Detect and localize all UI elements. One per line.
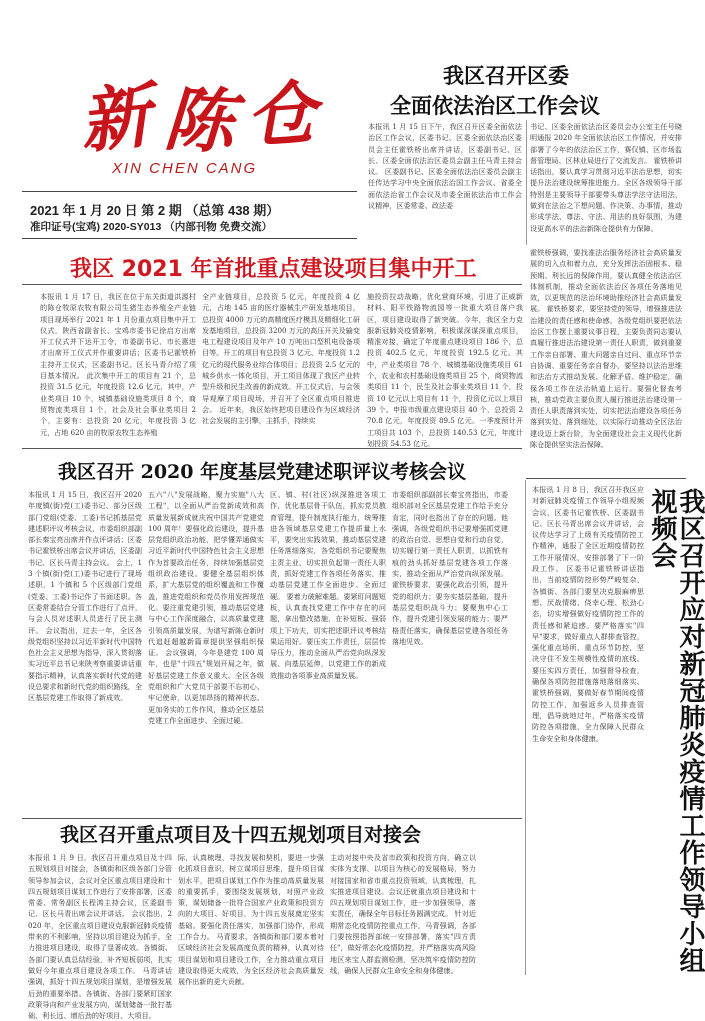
- law-article-col2: 书记、区委全面依法治区委员会办公室主任号晓明通报 2020 年全面依法治区工作情况，并安排部署了今年的依法治区工作，赛仅镇、区市场监督管理局、区林业局进行了交流发言。 霍铁桥讲话指出，要认真学习贯彻习近平法治思想，切实提升法治建设统筹推进能力。全区各级领导干部特别是主要领导干部要带头尊法学法守法用法，做到在法治之下想问题、作决策、办事情，推动形成学法、尊法、守法、用法的良好氛围，为建设更高水平的法治新陈仓提供有力保障。: [530, 122, 682, 233]
- review-headline: 我区召开重点项目及十四五规划项目对接会: [60, 824, 422, 846]
- law-article-col1: 本报讯 1 月 15 日下午，我区召开区委全面依法治区工作会议，区委书记、区委全面依法治区委员会主任霍铁桥出席并讲话，区委副书记、区长、区委全面依法治区委员会副主任马青主持会议。 区委副书记、区委全面依法治区委员会副主任传达学习中央全面依法治国工作会议、省委全面依法治省工作会议及市委全面依法治市工作会议精神，区委常委、政法委: [368, 122, 522, 211]
- section-rule-2: [22, 818, 522, 819]
- law-headline-2: 全面依法治区工作会议: [390, 94, 600, 118]
- license-line: 准印证号(宝鸡) 2020-SY013 （内部刊物 免费交流）: [30, 221, 273, 233]
- section-rule-1: [22, 448, 522, 449]
- review-article-col1: 本报讯 1 月 9 日，我区召开重点项目及十四五规划项目对接会，各镇街和区级各部门分管领导参加会议，会议对全区重点项目建设和十四五规划项目谋划工作进行了安排部署，区委常委、常务副区长程鸿主持会议，区委副书记、区长马青出席会议并讲话。 会议指出，2020 年，全区重点项目建设克服新冠肺炎疫情带来的不利影响，坚持以项目建设为抓手，全力推进项目建设，取得了显著成效。各镇街、各部门要认真总结经验，补齐短板弱项，扎实做好今年重点项目建设各项工作。 马青讲话强调，抓好十四五规划项目谋划，是增强发展后劲的重要举措。各镇街、各部门要紧盯国家政策导向和产业发展方向，谋划储备一批打基础、利长远、增后劲的好项目、大项目。: [28, 853, 172, 1021]
- masthead-title: [75, 70, 330, 164]
- projects-article-col3: 施投资拉动战略，优化营商环境，引进了正威新材料、阳平铁路物流园等一批重大项目落户我区，项目建设取得了新突破。今年，我区全力克服新冠肺炎疫情影响，积极谋深谋深重点项目，精准对接，确定了年度重点建设项目 186 个，总投资 402.5 亿元，年度投资 192.5 亿元。其中，产业类项目 78 个，城镇基础设施类项目 61 个，农业和农村基础设施类项目 25 个，商贸物流类项目 11 个，民生及社会事业类项目 11 个，投资 10 亿元以上项目有 11 个，投资亿元以上项目 39 个。申报市级重点建设项目 40 个，总投资 270.8 亿元，年度投资 89.5 亿元。一季度预计开工项目共 103 个，总投资 140.53 亿元，年度计划投资 54.53 亿元。: [367, 292, 523, 448]
- law-col-divider: [526, 120, 527, 245]
- law-headline-1: 我区召开区委: [443, 64, 569, 88]
- projects-headline: 我区 2021 年首批重点建设项目集中开工: [70, 257, 477, 282]
- masthead-bottom-rule: [22, 238, 357, 239]
- review-article-col2: 际，认真梳理，寻找发展和契机，要进一步强化抓项目意识，树立谋项目思维，提升项目谋划水平，把项目谋划工作作为推动高质量发展的重要抓手，要围绕发展规划，对照产业政策，谋划储备一批符合国家产业政策和投资方向的大项目、好项目，为十四五发展奠定坚实基础。要强化责任落实，加强部门协作，形成工作合力。 马青要求，各镇街和部门要本着对区域经济社会发展高度负责的精神，认真对待项目谋划和项目建设工作，全力推动重点项目建设取得更大成效，为全区经济社会高质量发展作出新的更大贡献。: [178, 853, 324, 987]
- covid-top-rule: [526, 478, 686, 479]
- covid-article: 本报讯 1 月 8 日，我区召开我区应对新冠肺炎疫情工作领导小组视频会议，区委书记霍铁桥、区委副书记、区长马青出席会议并讲话，会议传达学习了上级有关疫情防控工作精神，通报了全区近期疫情防控工作开展情况，安排部署了下一阶段工作。 区委书记霍铁桥讲话指出，当前疫情防控形势严峻复杂，各镇街、各部门要坚决克服麻痹思想、厌战情绪、侥幸心理、松劲心态，切实增强做好疫情防控工作的责任感和紧迫感。要严格落实"四早"要求，做好重点人群排查管控，强化重点场所、重点环节防控，坚决守住不发生规模性疫情的底线。要压实四方责任，加强督导检查，确保各项防控措施落地落细落实。 霍铁桥强调，要做好春节期间疫情防控工作，加强返乡人员排查管理，倡导就地过年，严格落实疫情防控各项措施，全力保障人民群众生命安全和身体健康。: [532, 485, 644, 743]
- law-article-col3: 霍铁桥强调，要找准法治服务经济社会高质量发展的切入点和着力点，充分发挥法治固根本、稳预期、利长远的保障作用，要认真健全依法治区体制机制，推动全面依法治区各项任务落地见效，以更规范的法治环境助推经济社会高质量发展。 霍铁桥要求，要坚持党的领导，增强推进法治建设的责任感和使命感。各级党组织要把依法治区工作摆上重要议事日程，主要负责同志要认真履行推进法治建设第一责任人职责，做到重要工作亲自部署、重大问题亲自过问、重点环节亲自协调、重要任务亲自督办，要坚持以法治思维和法治方式推动发展、化解矛盾、维护稳定，确保各项工作在法治轨道上运行。要强化督查考核，推动党政主要负责人履行推进法治建设第一责任人职责落到实处，切实把法治建设各项任务落到实处、落到细处，以实际行动推动全区法治建设迈上新台阶，为全面建设社会主义现代化新陈仓提供坚实法治保障。: [530, 248, 682, 450]
- masthead-char-2: 陈: [161, 77, 237, 164]
- party-article-col2: 五六"八"发展战略，聚力实施"八大工程"，以全面从严治党新成效和高质量发展新成就庆祝中国共产党建党 100 周年！要强化政治建设，提升基层党组织政治功能，把学懂弄通做实习近平新时代中国特色社会主义思想作为首要政治任务，持续加强基层党组织政治建设。要健全基层组织体系，扩大基层党的组织覆盖和工作覆盖，推进党组织和党员作用发挥规范化。要注重党建引领，推动基层党建与中心工作深度融合，以高质量党建引领高质量发展，为谱写新陈仓新时代追赶超越新篇章提供坚强组织保证。 会议强调，今年是建党 100 周年，也是"十四五"规划开局之年，做好基层党建工作意义重大。全区各级党组织和广大党员干部要不忘初心、牢记使命，以更加昂扬的精神状态、更加务实的工作作风，推动全区基层党建工作全面进步、全面过硬。: [148, 490, 264, 725]
- masthead-char-3: 仓: [243, 70, 319, 159]
- masthead-pinyin: XIN CHEN CANG: [112, 160, 258, 177]
- banner-rule: [22, 284, 522, 285]
- projects-article-col2: 全产业链项目，总投资 5 亿元，年度投资 4 亿元，占地 145 亩的医疗器械生产研发基地项目，总投资 4000 万元的高精度医疗模具及精细化工研发基地项目，总投资 3200 万元的高压开关及输变电工程建设项目及年产 10 万吨出口型机电设备项目等。开工的项目有总投资 3 亿元、年度投资 1.2 亿元的现代服务业综合体项目；总投资 2.5 亿元的城乡供水一体化项目，开工项目体现了我区产业转型升级和民生改善的新成效。开工仪式后，与会领导观摩了项目现场，并召开了全区重点项目推进会。 近年来，我区始终把项目建设作为区域经济社会发展的主引擎，主抓手，持续实: [202, 292, 360, 426]
- party-article-col4: 市委组织部副部长秦宝亮指出，市委组织部对全区基层党建工作给予充分肯定，同时也指出了存在的问题。他强调，各级党组织书记要增强抓党建的政治自觉、思想自觉和行动自觉，切实履行第一责任人职责，以抓铁有痕的劲头抓好基层党建各项工作落实，推动全面从严治党向纵深发展。 霍铁桥要求，要强化政治引领，提升党的组织力；要夯实基层基础，提升基层党组织战斗力；要聚焦中心工作，提升党建引领发展的能力；要严格责任落实，确保基层党建各项任务落地见效。: [392, 490, 508, 646]
- right-column-divider: [525, 480, 526, 975]
- party-headline: 我区召开 2020 年度基层党建述职评议考核会议: [58, 461, 467, 483]
- masthead-char-1: 新: [75, 73, 155, 164]
- masthead-divider: [22, 191, 357, 192]
- projects-article-col1: 本报讯 1 月 17 日，我区在位于东关街道洪源村的陈仓牧原农牧有限公司生猪生态养殖全产业链项目现场举行 2021 年 1 月份重点项目集中开工仪式，陕西省副省长、宝鸡市委书记徐启方出席开工仪式并下达开工令，市委副书记、市长惠进才出席开工仪式并作重要讲话；区委书记霍铁桥主持开工仪式，区委副书记、区长马青介绍了项目基本情况。 此次集中开工的项目有 21 个，总投资 31.5 亿元，年度投资 12.6 亿元，其中，产业类项目 10 个，城镇基础设施类项目 8 个，商贸物流类项目 1 个，社会及社会事业类项目 2 个，主要有：总投资 20 亿元，年度投资 3 亿元，占地 620 亩的牧原农牧生态养殖: [40, 292, 196, 437]
- issue-line: 2021 年 1 月 20 日 第 2 期 （总第 438 期）: [30, 203, 280, 218]
- review-article-col3: 主动对接中央及省市政策和投资方向，确立以实体为支撑、以项目为核心的发展格局，努力对接国家和省市重点投资领域，认真梳理，扎实推进项目建设。会议还就重点项目建设和十四五规划项目谋划工作，进一步加强领导，落实责任，确保全年目标任务圆满完成。 针对近期常态化疫情防控重点工作，马青强调，各部门要按照指挥部统一安排部署，落实"四方责任"，做好常态化疫情防控，并严格落实高风险地区来宝人群监测检测，坚决筑牢疫情防控防线，确保人民群众生命安全和身体健康。: [330, 853, 476, 975]
- party-article-col3: 区、镇、村(社区)纵深推进各项工作，优化基层骨干队伍，抓实党员教育管理，提升制度执行能力，统筹推进各领域基层党建工作提质量上水平，要突出实践效果，推动基层党建任务落细落实，各党组织书记要聚焦主责主业，切实担负起第一责任人职责，抓好党建工作各项任务落实，推动基层党建工作全面进步、全面过硬。 要着力破解难题。要紧盯问题短板，认真查找党建工作中存在的问题，拿出整改措施，在补短板、强弱项上下功夫，切实把述职评议考核结果运用好。要压实工作责任，层层传导压力，推动全面从严治党向纵深发展、向基层延伸，以党建工作的新成效推动各项事业高质量发展。: [270, 490, 386, 680]
- party-article-col1: 本报讯 1 月 15 日，我区召开 2020 年度镇(街)党(工)委书记、部分区级部门党组(党委、工委)书记抓基层党建述职评议考核会议，市委组织部副部长秦宝亮出席并作点评讲话；区委书记霍铁桥出席会议并讲话，区委副书记、区长马青主持会议。 会上，13 个镇(街)党(工)委书记进行了现场述职，1 个镇和 5 个区级部门党组(党委、工委)书记作了书面述职。各区委常委结合分管工作进行了点评，与会人员对述职人员进行了民主测评。 会议指出，过去一年，全区各级党组织坚持以习近平新时代中国特色社会主义思想为指导，深入贯彻落实习近平总书记来陕考察重要讲话重要指示精神，认真落实新时代党的建设总要求和新时代党的组织路线，全区基层党建工作取得了新成效。: [28, 490, 142, 703]
- covid-headline: 我区召开应对新冠肺炎疫情工作领导小组视频会: [647, 488, 705, 974]
